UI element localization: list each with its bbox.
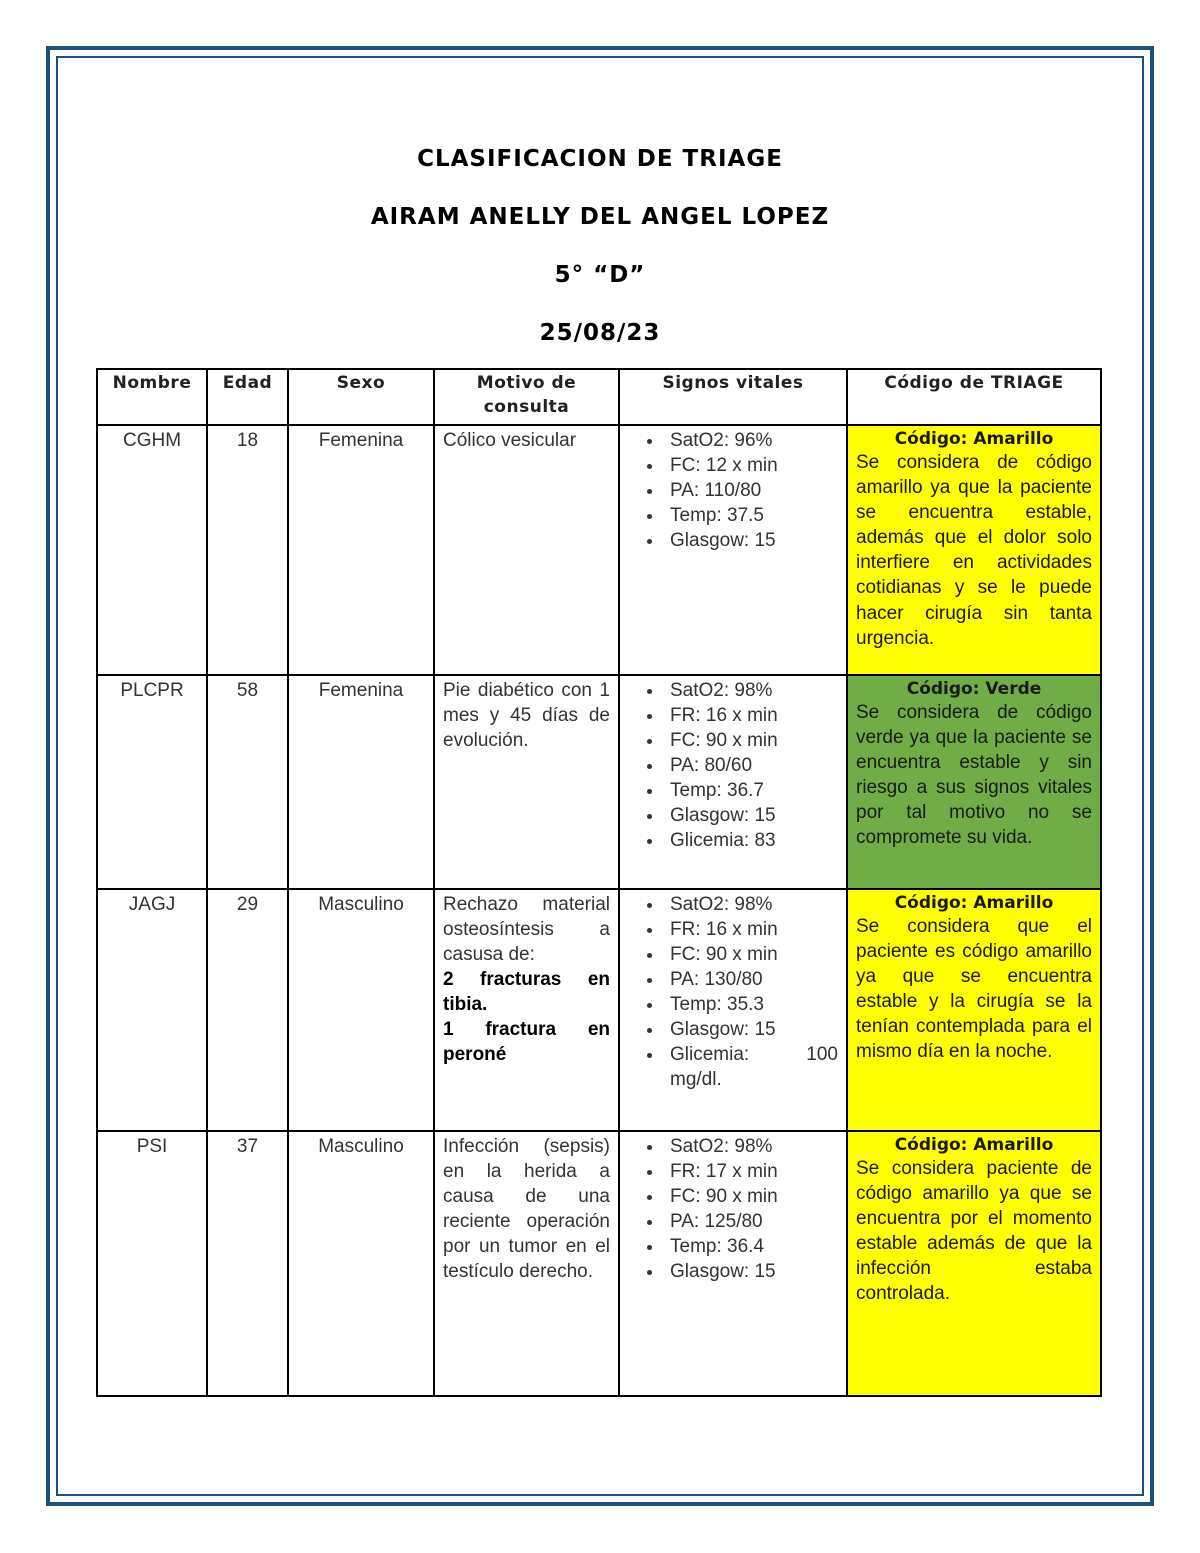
vital-item: • FR: 17 x min bbox=[664, 1159, 838, 1184]
cell-edad: 18 bbox=[207, 425, 288, 675]
cell-vitals bbox=[619, 889, 847, 1131]
vitals-list bbox=[628, 428, 838, 553]
vital-item: • Glasgow: 15 bbox=[664, 528, 838, 553]
cell-triage-code bbox=[847, 1131, 1101, 1396]
header-signos: Signos vitales bbox=[619, 369, 847, 425]
vital-item: • FC: 90 x min bbox=[664, 942, 838, 967]
triage-table bbox=[96, 368, 1102, 1397]
table-row bbox=[97, 675, 1101, 889]
vitals-list bbox=[628, 1134, 838, 1284]
vital-item: • FC: 90 x min bbox=[664, 728, 838, 753]
vital-item: • Glasgow: 15 bbox=[664, 1017, 838, 1042]
document-date: 25/08/23 bbox=[539, 320, 661, 346]
cell-vitals bbox=[619, 425, 847, 675]
group-label: 5° “D” bbox=[554, 262, 646, 288]
vitals-list bbox=[628, 678, 838, 854]
triage-code-text: Se considera que el paciente es código amarillo ya que se encuentra estable y la cirugía se la tenían contemplada para el mismo día en la noche. bbox=[856, 916, 1092, 1063]
vital-item: • Temp: 35.3 bbox=[664, 992, 838, 1017]
cell-motivo: Infección (sepsis) en la herida a causa de una reciente operación por un tumor en el testículo derecho. bbox=[434, 1131, 619, 1396]
vital-item: • FR: 16 x min bbox=[664, 703, 838, 728]
cell-motivo bbox=[434, 889, 619, 1131]
vitals-list bbox=[628, 892, 838, 1093]
triage-code-title: Código: Amarillo bbox=[894, 1134, 1054, 1155]
cell-vitals bbox=[619, 675, 847, 889]
triage-code-title: Código: Amarillo bbox=[894, 892, 1054, 913]
cell-nombre: JAGJ bbox=[97, 889, 207, 1131]
cell-triage-code bbox=[847, 675, 1101, 889]
header-edad: Edad bbox=[207, 369, 288, 425]
vital-item: • FR: 16 x min bbox=[664, 917, 838, 942]
vital-item: • Glasgow: 15 bbox=[664, 803, 838, 828]
table-header-row bbox=[97, 369, 1101, 425]
triage-code-title: Código: Amarillo bbox=[894, 428, 1054, 449]
cell-edad: 58 bbox=[207, 675, 288, 889]
cell-edad: 37 bbox=[207, 1131, 288, 1396]
cell-sexo: Masculino bbox=[288, 889, 434, 1131]
vital-item: • SatO2: 96% bbox=[664, 428, 838, 453]
student-name: AIRAM ANELLY DEL ANGEL LOPEZ bbox=[370, 204, 830, 230]
cell-triage-code bbox=[847, 889, 1101, 1131]
motivo-bold-line: 1 fractura en peroné bbox=[443, 1018, 610, 1066]
vital-item: • Temp: 36.4 bbox=[664, 1234, 838, 1259]
vital-item: • SatO2: 98% bbox=[664, 678, 838, 703]
document-title: CLASIFICACION DE TRIAGE bbox=[417, 146, 783, 172]
vital-item: • Temp: 37.5 bbox=[664, 503, 838, 528]
motivo-text: Rechazo material osteosíntesis a casusa de: bbox=[443, 893, 610, 965]
cell-sexo: Femenina bbox=[288, 425, 434, 675]
table-row bbox=[97, 889, 1101, 1131]
cell-motivo: Pie diabético con 1 mes y 45 días de evolución. bbox=[434, 675, 619, 889]
vital-item: • Glicemia: 100 mg/dl. bbox=[664, 1042, 838, 1092]
motivo-bold-line: 2 fracturas en tibia. bbox=[443, 968, 610, 1015]
cell-nombre: PSI bbox=[97, 1131, 207, 1396]
vital-item: • PA: 110/80 bbox=[664, 478, 838, 503]
cell-sexo: Masculino bbox=[288, 1131, 434, 1396]
triage-code-text: Se considera paciente de código amarillo ya que se encuentra por el momento estable además de que la infección estaba controlada. bbox=[856, 1158, 1092, 1305]
cell-nombre: CGHM bbox=[97, 425, 207, 675]
vital-item: • Glicemia: 83 bbox=[664, 828, 838, 853]
triage-code-text: Se considera de código amarillo ya que la paciente se encuentra estable, además que el dolor solo interfiere en actividades cotidianas y se le puede hacer cirugía sin tanta urgencia. bbox=[856, 452, 1092, 649]
vital-item: • SatO2: 98% bbox=[664, 1134, 838, 1159]
vital-item: • Temp: 36.7 bbox=[664, 778, 838, 803]
cell-vitals bbox=[619, 1131, 847, 1396]
table-row bbox=[97, 1131, 1101, 1396]
header-codigo: Código de TRIAGE bbox=[847, 369, 1101, 425]
triage-code-title: Código: Verde bbox=[906, 678, 1042, 699]
header-motivo: Motivo de consulta bbox=[434, 369, 619, 425]
table-row bbox=[97, 425, 1101, 675]
vital-item: • PA: 80/60 bbox=[664, 753, 838, 778]
vital-item: • PA: 125/80 bbox=[664, 1209, 838, 1234]
vital-item: • FC: 90 x min bbox=[664, 1184, 838, 1209]
vital-item: • PA: 130/80 bbox=[664, 967, 838, 992]
cell-nombre: PLCPR bbox=[97, 675, 207, 889]
header-sexo: Sexo bbox=[288, 369, 434, 425]
vital-item: • FC: 12 x min bbox=[664, 453, 838, 478]
vital-item: • Glasgow: 15 bbox=[664, 1259, 838, 1284]
cell-edad: 29 bbox=[207, 889, 288, 1131]
header-nombre: Nombre bbox=[97, 369, 207, 425]
cell-triage-code bbox=[847, 425, 1101, 675]
vital-item: • SatO2: 98% bbox=[664, 892, 838, 917]
cell-sexo: Femenina bbox=[288, 675, 434, 889]
cell-motivo: Cólico vesicular bbox=[434, 425, 619, 675]
triage-code-text: Se considera de código verde ya que la paciente se encuentra estable y sin riesgo a sus signos vitales por tal motivo no se compromete su vida. bbox=[856, 702, 1092, 849]
